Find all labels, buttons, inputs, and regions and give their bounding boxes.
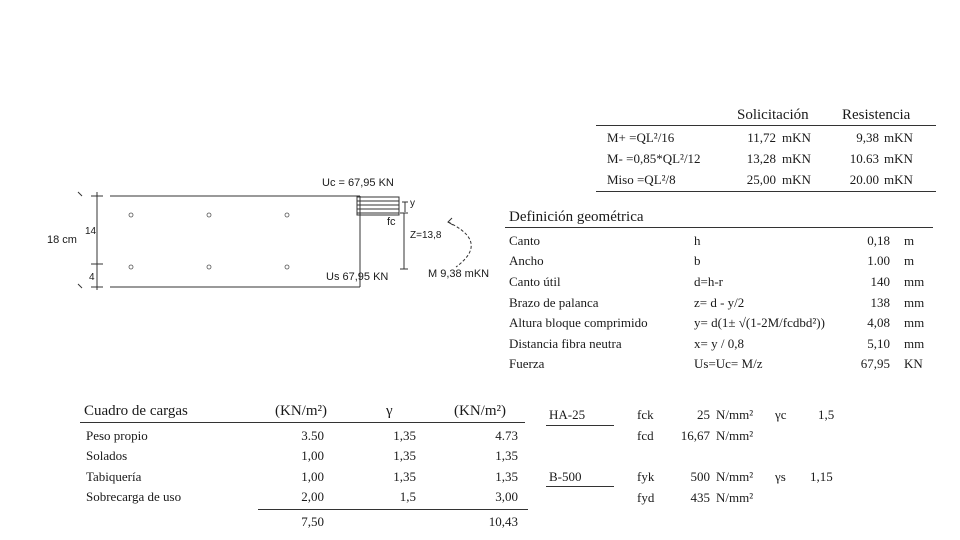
geo-formula-ancho: b [694, 253, 701, 268]
moments-header-rule [596, 125, 936, 126]
moment-label-pos: M+ =QL²/16 [607, 130, 675, 145]
geometry-title-rule [505, 227, 933, 228]
geo-value-canto-util: 140 [870, 274, 890, 289]
load-value-tabiqueria: 1,00 [301, 469, 324, 484]
geo-label-distancia: Distancia fibra neutra [509, 336, 622, 351]
geo-label-fuerza: Fuerza [509, 356, 545, 371]
moment-sol-unit-neg: mKN [782, 151, 811, 166]
steel-underline [546, 486, 614, 487]
fyd-unit: N/mm² [716, 490, 754, 505]
load-factored-peso: 4.73 [495, 428, 518, 443]
fcd-value: 16,67 [680, 428, 710, 443]
rebar-top-1 [129, 213, 133, 217]
load-label-peso: Peso propio [86, 428, 148, 443]
moment-arc [448, 222, 471, 267]
height-label: 18 cm [47, 234, 77, 246]
fyk-unit: N/mm² [716, 469, 754, 484]
gamma-c-label: γc [775, 407, 787, 422]
fyd-value: 435 [690, 490, 710, 505]
loads-total-rule [258, 509, 528, 510]
load-label-sobrecarga: Sobrecarga de uso [86, 489, 182, 504]
load-factored-tabiqueria: 1,35 [495, 469, 518, 484]
geo-formula-altura: y= d(1± √(1-2M/fcdbd²)) [694, 315, 825, 330]
fc-label: fc [387, 216, 396, 228]
loads-header-kn-factored: (KN/m²) [454, 403, 506, 419]
load-label-solados: Solados [86, 448, 128, 463]
concrete-name: HA-25 [549, 407, 586, 422]
fyk-label: fyk [637, 469, 655, 484]
uc-label: Uc = 67,95 KN [322, 177, 394, 189]
rebar-bottom-1 [129, 265, 133, 269]
geo-formula-brazo: z= d - y/2 [694, 295, 745, 310]
header-solicitacion: Solicitación [737, 107, 809, 123]
geo-label-canto: Canto [509, 233, 541, 248]
load-value-solados: 1,00 [301, 448, 324, 463]
moment-sol-iso: 25,00 [746, 172, 776, 187]
load-gamma-solados: 1,35 [393, 448, 416, 463]
middle-mark: 14 [85, 226, 97, 237]
geo-label-ancho: Ancho [509, 253, 544, 268]
header-resistencia: Resistencia [842, 107, 911, 123]
rebar-top-2 [207, 213, 211, 217]
bottom-mark: 4 [89, 272, 95, 283]
concrete-underline [546, 425, 614, 426]
load-factored-sobrecarga: 3,00 [495, 489, 518, 504]
moment-res-pos: 9,38 [856, 130, 879, 145]
moment-sol-unit-iso: mKN [782, 172, 811, 187]
load-total: 7,50 [301, 514, 324, 529]
geo-value-distancia: 5,10 [867, 336, 890, 351]
geo-unit-brazo: mm [904, 295, 925, 310]
rebar-bottom-2 [207, 265, 211, 269]
load-gamma-sobrecarga: 1,5 [399, 489, 416, 504]
geo-label-brazo: Brazo de palanca [509, 295, 599, 310]
loads-header-gamma: γ [386, 403, 393, 419]
rebar-bottom-3 [285, 265, 289, 269]
load-factored-solados: 1,35 [495, 448, 518, 463]
moment-res-neg: 10.63 [849, 151, 879, 166]
moment-res-iso: 20.00 [849, 172, 879, 187]
moment-sol-pos: 11,72 [747, 130, 776, 145]
geo-unit-altura: mm [904, 315, 925, 330]
moment-res-unit-iso: mKN [884, 172, 913, 187]
load-gamma-tabiqueria: 1,35 [393, 469, 416, 484]
moment-label-neg: M- =0,85*QL²/12 [607, 151, 701, 166]
load-total-factored: 10,43 [488, 514, 518, 529]
geo-unit-distancia: mm [904, 336, 925, 351]
geo-value-canto: 0,18 [867, 233, 890, 248]
loads-header-rule [80, 422, 525, 423]
moment-label-iso: Miso =QL²/8 [607, 172, 676, 187]
geo-label-altura: Altura bloque comprimido [509, 315, 648, 330]
geo-unit-canto: m [904, 233, 915, 248]
us-label: Us 67,95 KN [326, 271, 389, 283]
z-label: Z=13,8 [410, 230, 442, 241]
compression-block [357, 197, 399, 215]
geo-value-brazo: 138 [870, 295, 890, 310]
fcd-unit: N/mm² [716, 428, 754, 443]
geo-value-ancho: 1.00 [867, 253, 890, 268]
geo-value-fuerza: 67,95 [860, 356, 890, 371]
geo-label-canto-util: Canto útil [509, 274, 561, 289]
loads-header-kn: (KN/m²) [275, 403, 327, 419]
fyk-value: 500 [690, 469, 710, 484]
fck-unit: N/mm² [716, 407, 754, 422]
moments-footer-rule [596, 191, 936, 192]
fyd-label: fyd [637, 490, 655, 505]
gamma-c-value: 1,5 [818, 407, 835, 422]
load-label-tabiqueria: Tabiquería [86, 469, 142, 484]
geo-formula-distancia: x= y / 0,8 [694, 336, 744, 351]
loads-title: Cuadro de cargas [84, 403, 188, 419]
load-value-sobrecarga: 2,00 [301, 489, 324, 504]
rebar-top-3 [285, 213, 289, 217]
fck-label: fck [637, 407, 654, 422]
gamma-s-value: 1,15 [810, 469, 833, 484]
geo-unit-ancho: m [904, 253, 915, 268]
y-label: y [410, 198, 415, 209]
geo-unit-canto-util: mm [904, 274, 925, 289]
m-label: M 9,38 mKN [428, 268, 490, 280]
rebar-dots [129, 213, 289, 269]
moment-sol-neg: 13,28 [746, 151, 776, 166]
geo-formula-canto-util: d=h-r [694, 274, 723, 289]
geo-formula-canto: h [694, 233, 701, 248]
geometry-title: Definición geométrica [509, 209, 644, 225]
moment-sol-unit-pos: mKN [782, 130, 811, 145]
load-value-peso: 3.50 [301, 428, 324, 443]
fcd-label: fcd [637, 428, 654, 443]
moment-res-unit-neg: mKN [884, 151, 913, 166]
steel-name: B-500 [549, 469, 582, 484]
geo-value-altura: 4,08 [867, 315, 890, 330]
moment-res-unit-pos: mKN [884, 130, 913, 145]
load-gamma-peso: 1,35 [393, 428, 416, 443]
gamma-s-label: γs [775, 469, 786, 484]
fck-value: 25 [697, 407, 710, 422]
geo-formula-fuerza: Us=Uc= M/z [694, 356, 763, 371]
geo-unit-fuerza: KN [904, 356, 923, 371]
